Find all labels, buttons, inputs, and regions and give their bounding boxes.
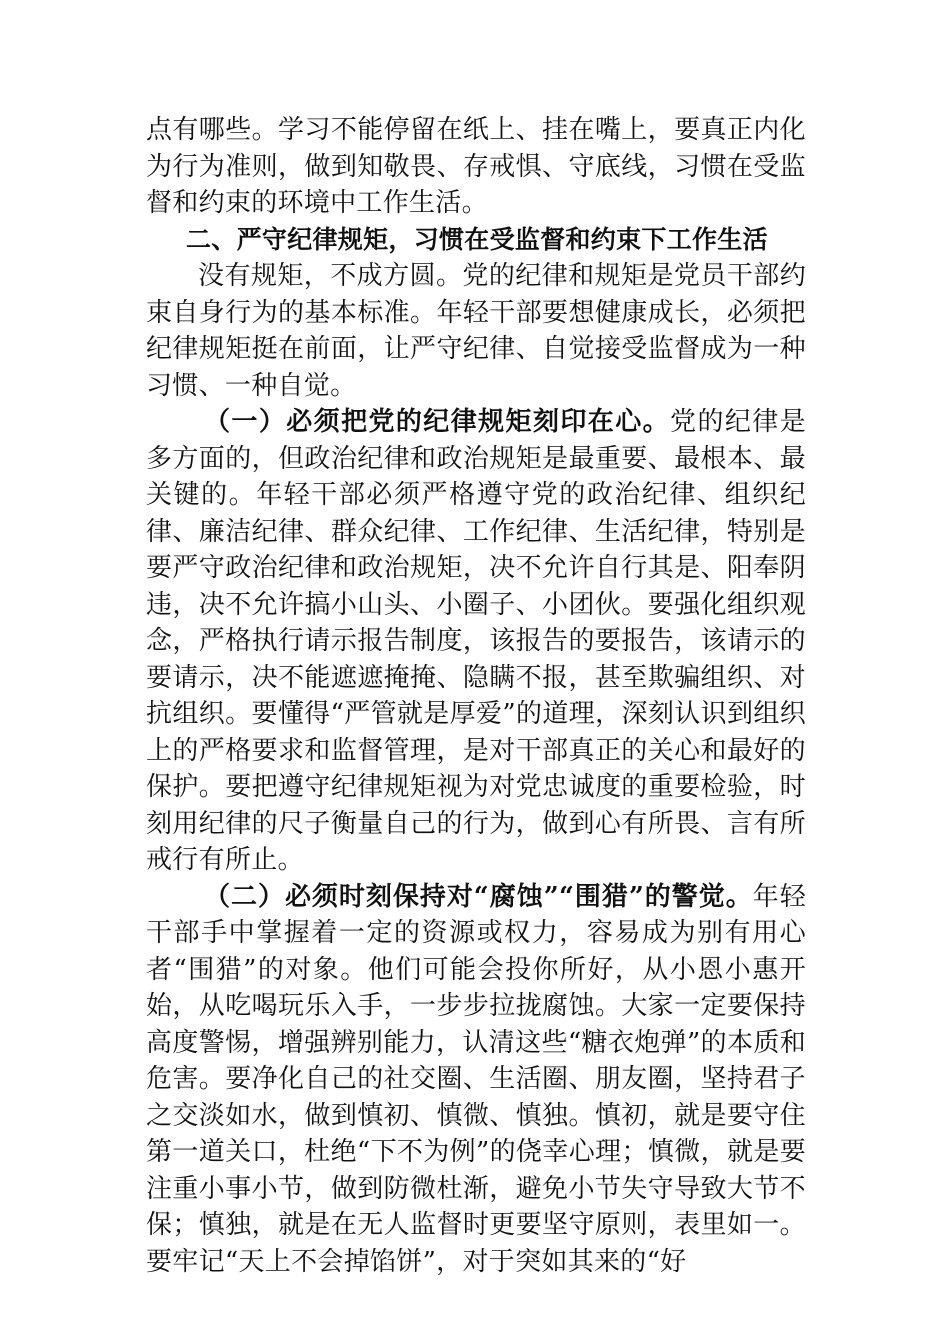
section-intro-paragraph: 没有规矩，不成方圆。党的纪律和规矩是党员干部约束自身行为的基本标准。年轻干部要想健康成长，必须把纪律规矩挺在前面，让严守纪律、自觉接受监督成为一种习惯、一种自觉。: [146, 261, 806, 401]
subsection-2-paragraph: [146, 879, 806, 1281]
section-heading: 二、严守纪律规矩，习惯在受监督和约束下工作生活: [186, 224, 768, 254]
continuation-paragraph: 点有哪些。学习不能停留在纸上、挂在嘴上，要真正内化为行为准则，做到知敬畏、存戒惧、守底线，习惯在受监督和约束的环境中工作生活。: [146, 115, 806, 218]
subsection-1-body: 党的纪律是多方面的，但政治纪律和政治规矩是最重要、最根本、最关键的。年轻干部必须严格遵守党的政治纪律、组织纪律、廉洁纪律、群众纪律、工作纪律、生活纪律，特别是要严守政治纪律和政治规矩，决不允许自行其是、阳奉阴违，决不允许搞小山头、小圈子、小团伙。要强化组织观念，严格执行请示报告制度，该报告的要报告，该请示的要请示，决不能遮遮掩掩、隐瞒不报，甚至欺骗组织、对抗组织。要懂得“严管就是厚爱”的道理，深刻认识到组织上的严格要求和监督管理，是对干部真正的关心和最好的保护。要把遵守纪律规矩视为对党忠诚度的重要检验，时刻用纪律的尺子衡量自己的行为，做到心有所畏、言有所戒行有所止。: [146, 407, 806, 875]
subsection-1-lead: （一）必须把党的纪律规矩刻印在心。: [204, 407, 671, 437]
subsection-2-body: 年轻干部手中掌握着一定的资源或权力，容易成为别有用心者“围猎”的对象。他们可能会投你所好，从小恩小惠开始，从吃喝玩乐入手，一步步拉拢腐蚀。大家一定要保持高度警惕，增强辨别能力，认清这些“糖衣炮弹”的本质和危害。要净化自己的社交圈、生活圈、朋友圈，坚持君子之交淡如水，做到慎初、慎微、慎独。慎初，就是要守住第一道关口，杜绝“下不为例”的侥幸心理；慎微，就是要注重小事小节，做到防微杜渐，避免小节失守导致大节不保；慎独，就是在无人监督时更要坚守原则，表里如一。要牢记“天上不会掉馅饼”，对于突如其来的“好: [146, 881, 806, 1277]
subsection-1-paragraph: [146, 404, 806, 879]
document-page: [146, 112, 806, 1280]
subsection-2-lead: （二）必须时刻保持对“腐蚀”“围猎”的警觉。: [204, 881, 753, 912]
